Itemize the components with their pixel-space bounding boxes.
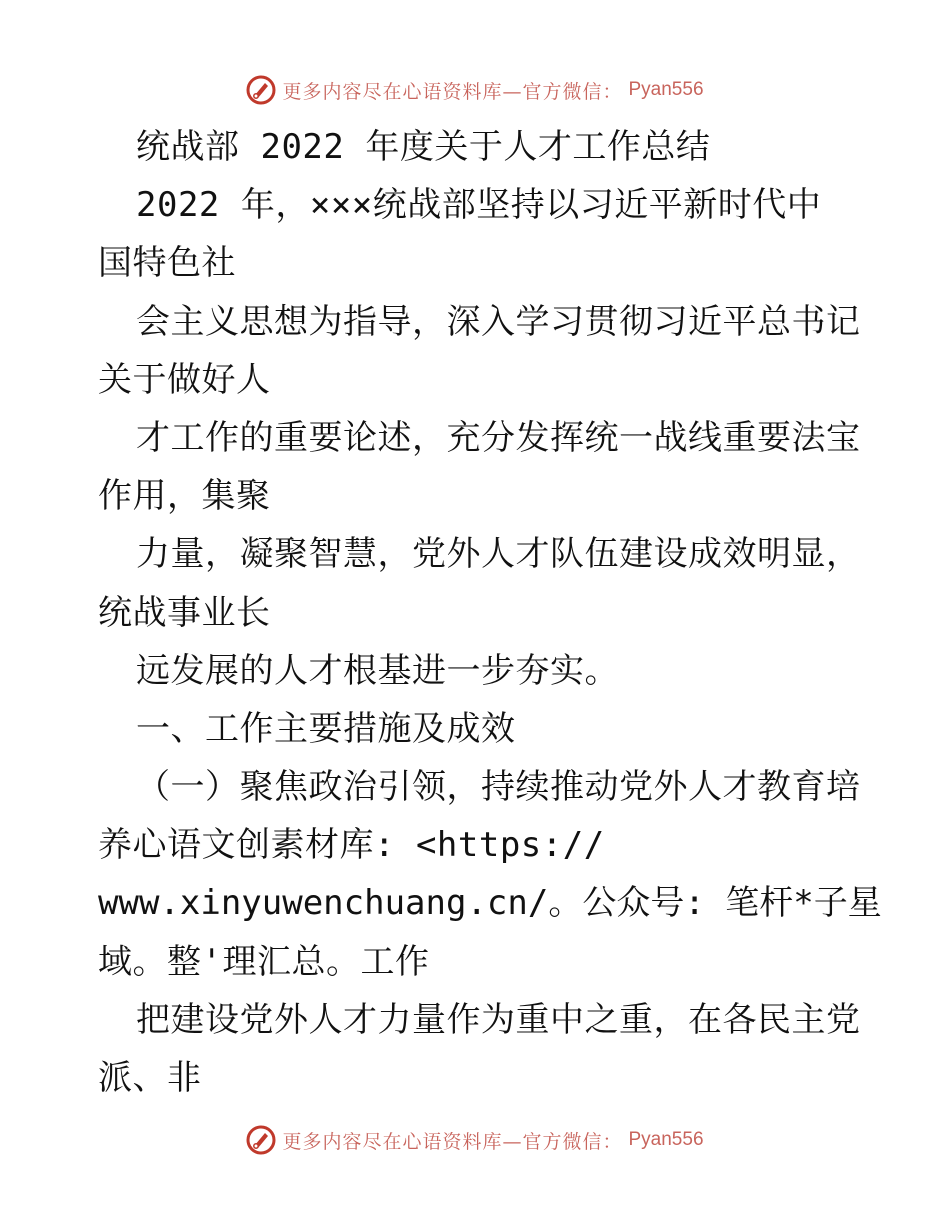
document-title: 统战部 2022 年度关于人才工作总结 xyxy=(136,127,711,167)
paragraph-line: 作用，集聚 xyxy=(98,476,271,517)
paragraph-line: 力量，凝聚智慧，党外人才队伍建设成效明显， xyxy=(136,534,861,575)
banner-wechat-id: Pyan556 xyxy=(628,79,704,100)
footer-watermark-banner xyxy=(0,1122,950,1158)
paragraph-line: 把建设党外人才力量作为重中之重，在各民主党 xyxy=(136,999,861,1040)
subsection-heading: （一）聚焦政治引领，持续推动党外人才教育培 xyxy=(136,767,861,808)
document-body xyxy=(98,124,882,1113)
banner-wechat-id: Pyan556 xyxy=(628,1129,704,1150)
paragraph-line: 会主义思想为指导，深入学习贯彻习近平总书记 xyxy=(136,301,861,342)
paragraph-line: 2022 年，×××统战部坚持以习近平新时代中 xyxy=(136,185,822,226)
paragraph-line: 派、非 xyxy=(98,1058,202,1098)
paragraph-line: 关于做好人 xyxy=(98,359,271,400)
paragraph-line: 才工作的重要论述，充分发挥统一战线重要法宝 xyxy=(136,417,861,458)
brand-logo-icon xyxy=(246,1125,276,1155)
paragraph-line: 远发展的人才根基进一步夯实。 xyxy=(136,650,619,691)
paragraph-line: 国特色社 xyxy=(98,243,236,284)
brand-logo-icon xyxy=(246,75,276,105)
paragraph-line: 养心语文创素材库: <https:// xyxy=(98,825,605,866)
header-watermark-banner xyxy=(0,72,950,108)
banner-text: 更多内容尽在心语资料库—官方微信： xyxy=(282,80,623,103)
paragraph-line: 域。整'理汇总。工作 xyxy=(98,941,430,982)
paragraph-line: www.xinyuwenchuang.cn/。公众号: 笔杆*子星 xyxy=(98,883,882,924)
banner-text: 更多内容尽在心语资料库—官方微信： xyxy=(282,1130,623,1153)
paragraph-line: 统战事业长 xyxy=(98,592,271,633)
section-heading: 一、工作主要措施及成效 xyxy=(136,708,516,749)
